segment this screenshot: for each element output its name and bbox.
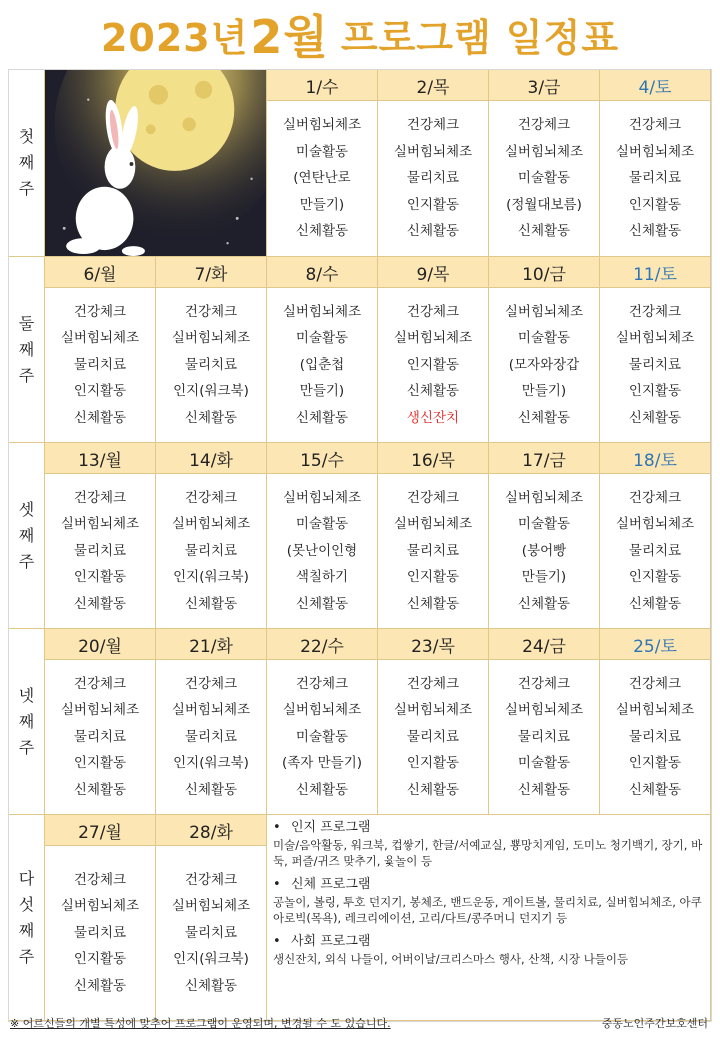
activity-item: 실버힘뇌체조 xyxy=(171,898,251,915)
activity-item: 인지활동 xyxy=(406,196,460,213)
activity-item: 실버힘뇌체조 xyxy=(282,489,362,506)
activity-item: (연탄난로 xyxy=(293,170,351,187)
activity-item: 신체활동 xyxy=(295,781,349,798)
activity-item: 실버힘뇌체조 xyxy=(282,303,362,320)
activity-item: 건강체크 xyxy=(406,303,460,320)
week-label xyxy=(9,70,45,257)
activity-item: 건강체크 xyxy=(628,303,682,320)
program-section xyxy=(273,819,704,869)
activity-item: 인지활동 xyxy=(73,569,127,586)
activity-item: 실버힘뇌체조 xyxy=(615,330,695,347)
activity-item: 물리치료 xyxy=(73,356,127,373)
day-header: 9/목 xyxy=(378,257,489,288)
activity-item: 건강체크 xyxy=(73,871,127,888)
program-desc: 생신잔치, 외식 나들이, 어버이날/크리스마스 행사, 산책, 시장 나들이등 xyxy=(273,952,629,966)
day-activities xyxy=(267,101,378,257)
week-label-char: 주 xyxy=(18,737,35,757)
week-label-char: 주 xyxy=(18,179,35,198)
activity-item: 건강체크 xyxy=(517,675,571,692)
activity-item: 실버힘뇌체조 xyxy=(171,330,251,347)
activity-item: 미술활동 xyxy=(517,330,571,347)
activity-item: 건강체크 xyxy=(73,303,127,320)
day-activities xyxy=(45,288,156,443)
week-label-char: 째 xyxy=(18,339,35,359)
activity-item: 물리치료 xyxy=(517,728,571,745)
activity-item: 신체활동 xyxy=(295,595,349,612)
activity-item: 건강체크 xyxy=(184,489,238,506)
activity-item: 신체활동 xyxy=(184,409,238,426)
activity-item: (모자와장갑 xyxy=(508,356,580,373)
activity-item: 미술활동 xyxy=(295,516,349,533)
activity-item: 건강체크 xyxy=(184,675,238,692)
day-header: 6/월 xyxy=(45,257,156,288)
day-activities xyxy=(267,660,378,815)
activity-item: 실버힘뇌체조 xyxy=(504,702,584,719)
day-header: 14/화 xyxy=(156,443,267,474)
week-label xyxy=(9,629,45,815)
activity-item: 신체활동 xyxy=(406,595,460,612)
week-label xyxy=(9,443,45,629)
day-activities xyxy=(267,288,378,443)
day-activities xyxy=(267,474,378,629)
activity-item: 물리치료 xyxy=(184,356,238,373)
day-header: 2/목 xyxy=(378,70,489,101)
activity-item: 신체활동 xyxy=(406,223,460,240)
program-title-text: 인지 프로그램 xyxy=(291,820,371,835)
day-header: 13/월 xyxy=(45,443,156,474)
activity-item: 건강체크 xyxy=(184,303,238,320)
activity-item: 인지활동 xyxy=(406,755,460,772)
activity-item: 인지활동 xyxy=(73,951,127,968)
activity-item: 건강체크 xyxy=(406,117,460,134)
activity-item: 물리치료 xyxy=(628,728,682,745)
program-desc: 공놀이, 볼링, 투호 던지기, 봉체조, 밴드운동, 게이트볼, 물리치료, 실버힘뇌체조, 아쿠아로빅(목욕), 레크리에이션, 고리/다트/콩주머니 던지기 등 xyxy=(273,895,702,925)
activity-item: 물리치료 xyxy=(406,542,460,559)
activity-item-highlight: 생신잔치 xyxy=(406,409,460,426)
activity-item: 건강체크 xyxy=(73,489,127,506)
week-label-char: 둘 xyxy=(18,313,35,333)
day-activities xyxy=(489,101,600,257)
activity-item: 실버힘뇌체조 xyxy=(393,143,473,160)
footer-note: ※ 어르신들의 개별 특성에 맞추어 프로그램이 운영되며, 변경될 수 도 있습니다. xyxy=(10,1017,391,1030)
week-label-char: 셋 xyxy=(18,499,35,519)
day-activities xyxy=(156,474,267,629)
day-activities xyxy=(378,101,489,257)
activity-item: 신체활동 xyxy=(517,781,571,798)
program-title-text: 사회 프로그램 xyxy=(291,934,371,949)
activity-item: 실버힘뇌체조 xyxy=(393,702,473,719)
activity-item: 신체활동 xyxy=(295,223,349,240)
activity-item: 신체활동 xyxy=(628,595,682,612)
activity-item: 실버힘뇌체조 xyxy=(615,143,695,160)
day-activities xyxy=(600,288,711,443)
day-activities xyxy=(45,474,156,629)
activity-item: 신체활동 xyxy=(628,409,682,426)
activity-item: 물리치료 xyxy=(73,542,127,559)
activity-item: 실버힘뇌체조 xyxy=(282,117,362,134)
activity-item: 실버힘뇌체조 xyxy=(171,702,251,719)
program-descriptions xyxy=(267,815,711,1021)
day-header: 11/토 xyxy=(600,257,711,288)
day-header: 27/월 xyxy=(45,815,156,846)
day-activities xyxy=(156,660,267,815)
week-label-char: 첫 xyxy=(18,127,35,146)
activity-item: 물리치료 xyxy=(628,542,682,559)
activity-item: 물리치료 xyxy=(184,924,238,941)
week-label-char: 다 xyxy=(18,868,35,888)
day-header: 23/목 xyxy=(378,629,489,660)
moon-rabbit-illustration xyxy=(45,70,267,257)
activity-item: 실버힘뇌체조 xyxy=(282,702,362,719)
day-header: 16/목 xyxy=(378,443,489,474)
day-header: 7/화 xyxy=(156,257,267,288)
activity-item: 신체활동 xyxy=(295,409,349,426)
program-title xyxy=(273,819,704,837)
bullet-icon: • xyxy=(273,934,281,949)
moon-rabbit-icon xyxy=(45,70,266,256)
day-activities xyxy=(378,288,489,443)
day-activities xyxy=(600,660,711,815)
activity-item: 신체활동 xyxy=(517,409,571,426)
day-header: 10/금 xyxy=(489,257,600,288)
activity-item: 신체활동 xyxy=(184,781,238,798)
day-header: 17/금 xyxy=(489,443,600,474)
day-header: 4/토 xyxy=(600,70,711,101)
title-suffix: 프로그램 일정표 xyxy=(340,15,620,60)
activity-item: 건강체크 xyxy=(517,117,571,134)
activity-item: 실버힘뇌체조 xyxy=(60,330,140,347)
activity-item: 건강체크 xyxy=(73,675,127,692)
day-header: 24/금 xyxy=(489,629,600,660)
activity-item: 실버힘뇌체조 xyxy=(393,330,473,347)
activity-item: 물리치료 xyxy=(628,170,682,187)
week-label-char: 주 xyxy=(18,365,35,385)
activity-item: 미술활동 xyxy=(295,728,349,745)
activity-item: 인지활동 xyxy=(406,356,460,373)
day-activities xyxy=(378,474,489,629)
activity-item: 미술활동 xyxy=(295,330,349,347)
day-activities xyxy=(600,474,711,629)
activity-item: 만들기) xyxy=(521,383,567,400)
activity-item: 인지활동 xyxy=(628,196,682,213)
activity-item: 신체활동 xyxy=(406,781,460,798)
activity-item: 실버힘뇌체조 xyxy=(60,516,140,533)
day-header: 1/수 xyxy=(267,70,378,101)
week-label-char: 넷 xyxy=(18,685,35,705)
activity-item: 건강체크 xyxy=(628,675,682,692)
day-header: 15/수 xyxy=(267,443,378,474)
activity-item: 실버힘뇌체조 xyxy=(504,143,584,160)
program-section xyxy=(273,876,704,926)
day-activities xyxy=(156,288,267,443)
activity-item: 미술활동 xyxy=(517,755,571,772)
title-year: 2023년 xyxy=(100,15,249,60)
activity-item: 인지(워크북) xyxy=(173,755,249,772)
activity-item: 건강체크 xyxy=(628,117,682,134)
activity-item: 건강체크 xyxy=(406,489,460,506)
program-section xyxy=(273,933,704,967)
activity-item: 실버힘뇌체조 xyxy=(60,898,140,915)
activity-item: 인지활동 xyxy=(628,569,682,586)
day-header: 20/월 xyxy=(45,629,156,660)
activity-item: 물리치료 xyxy=(628,356,682,373)
activity-item: 실버힘뇌체조 xyxy=(615,702,695,719)
activity-item: 인지활동 xyxy=(628,755,682,772)
bullet-icon: • xyxy=(273,877,281,892)
activity-item: 물리치료 xyxy=(73,728,127,745)
activity-item: 인지(워크북) xyxy=(173,951,249,968)
activity-item: 실버힘뇌체조 xyxy=(393,516,473,533)
activity-item: 신체활동 xyxy=(628,781,682,798)
program-title-text: 신체 프로그램 xyxy=(291,877,371,892)
activity-item: 실버힘뇌체조 xyxy=(504,303,584,320)
activity-item: 미술활동 xyxy=(517,170,571,187)
activity-item: 건강체크 xyxy=(628,489,682,506)
activity-item: 건강체크 xyxy=(406,675,460,692)
activity-item: 건강체크 xyxy=(184,871,238,888)
week-label-char: 째 xyxy=(18,525,35,545)
activity-item: 물리치료 xyxy=(406,728,460,745)
activity-item: 신체활동 xyxy=(628,223,682,240)
page-title xyxy=(0,0,720,68)
activity-item: 신체활동 xyxy=(73,409,127,426)
activity-item: 신체활동 xyxy=(406,383,460,400)
program-desc: 미술/음악활동, 워크북, 컵쌓기, 한글/서예교실, 뿅망치게임, 도미노 청기백기, 장기, 바둑, 퍼즐/귀즈 맞추기, 윷놀이 등 xyxy=(273,838,703,868)
activity-item: 물리치료 xyxy=(406,170,460,187)
activity-item: 실버힘뇌체조 xyxy=(615,516,695,533)
day-activities xyxy=(45,660,156,815)
week-label xyxy=(9,257,45,443)
activity-item: 실버힘뇌체조 xyxy=(60,702,140,719)
day-header: 18/토 xyxy=(600,443,711,474)
activity-item: 물리치료 xyxy=(73,924,127,941)
day-activities xyxy=(489,288,600,443)
activity-item: 신체활동 xyxy=(184,595,238,612)
activity-item: 신체활동 xyxy=(73,781,127,798)
day-header: 25/토 xyxy=(600,629,711,660)
activity-item: 인지활동 xyxy=(406,569,460,586)
activity-item: 인지활동 xyxy=(73,383,127,400)
activity-item: 인지(워크북) xyxy=(173,569,249,586)
activity-item: 미술활동 xyxy=(295,143,349,160)
day-activities xyxy=(600,101,711,257)
activity-item: 색칠하기 xyxy=(295,569,349,586)
day-activities xyxy=(489,660,600,815)
activity-item: 실버힘뇌체조 xyxy=(504,489,584,506)
day-activities xyxy=(45,846,156,1021)
day-header: 21/화 xyxy=(156,629,267,660)
day-activities xyxy=(489,474,600,629)
activity-item: 신체활동 xyxy=(517,223,571,240)
week-label-char: 주 xyxy=(18,551,35,571)
activity-item: (입춘첩 xyxy=(299,356,345,373)
activity-item: (못난이인형 xyxy=(286,542,358,559)
title-month: 2월 xyxy=(250,10,329,64)
activity-item: (정월대보름) xyxy=(506,196,582,213)
day-activities xyxy=(156,846,267,1021)
day-header: 28/화 xyxy=(156,815,267,846)
activity-item: 미술활동 xyxy=(517,516,571,533)
week-label-char: 째 xyxy=(18,153,35,172)
activity-item: 실버힘뇌체조 xyxy=(171,516,251,533)
activity-item: 인지활동 xyxy=(73,755,127,772)
program-title xyxy=(273,876,704,894)
activity-item: 인지(워크북) xyxy=(173,383,249,400)
program-title xyxy=(273,933,704,951)
week-label xyxy=(9,815,45,1021)
activity-item: (족자 만들기) xyxy=(281,755,363,772)
week-label-char: 째 xyxy=(18,711,35,731)
activity-item: 물리치료 xyxy=(184,542,238,559)
activity-item: 건강체크 xyxy=(295,675,349,692)
activity-item: 인지활동 xyxy=(628,383,682,400)
activity-item: 만들기) xyxy=(521,569,567,586)
day-activities xyxy=(378,660,489,815)
week-label-char: 주 xyxy=(18,946,35,966)
activity-item: 만들기) xyxy=(299,383,345,400)
activity-item: 신체활동 xyxy=(517,595,571,612)
activity-item: (붕어빵 xyxy=(521,542,567,559)
activity-item: 신체활동 xyxy=(184,977,238,994)
schedule-table xyxy=(8,69,712,1022)
activity-item: 신체활동 xyxy=(73,595,127,612)
center-name: 중동노인주간보호센터 xyxy=(601,1017,708,1030)
activity-item: 물리치료 xyxy=(184,728,238,745)
activity-item: 신체활동 xyxy=(73,977,127,994)
bullet-icon: • xyxy=(273,820,281,835)
day-header: 3/금 xyxy=(489,70,600,101)
day-header: 8/수 xyxy=(267,257,378,288)
activity-item: 만들기) xyxy=(299,196,345,213)
week-label-char: 섯 xyxy=(18,894,35,914)
day-header: 22/수 xyxy=(267,629,378,660)
week-label-char: 째 xyxy=(18,920,35,940)
